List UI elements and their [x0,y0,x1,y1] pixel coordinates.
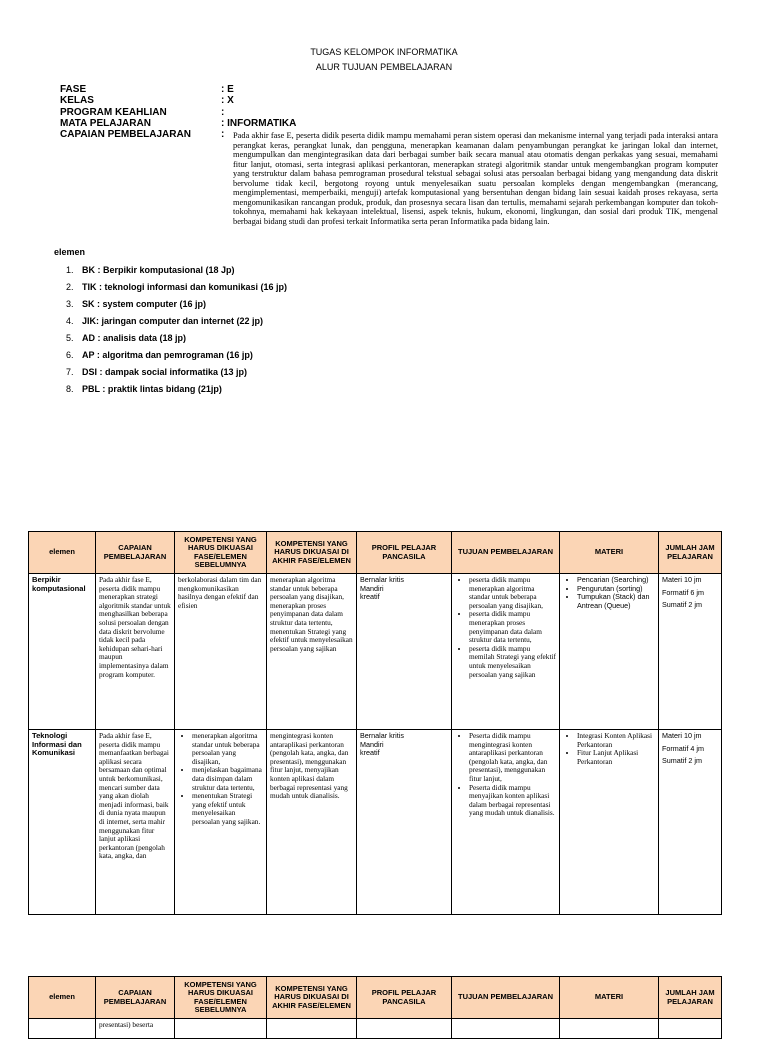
row-materi [560,1019,659,1039]
list-item [66,330,287,347]
profil-item: Mandiri [360,583,384,593]
header-jam: JUMLAH JAM PELAJARAN [659,977,722,1019]
profil-item: Bernalar kritis [360,731,404,740]
table-row [29,1019,722,1039]
header-capaian: CAPAIAN PEMBELAJARAN [96,532,175,574]
capaian-label: CAPAIAN PEMBELAJARAN [60,129,191,140]
header-kompetensi-akhir: KOMPETENSI YANG HARUS DIKUASAI DI AKHIR FASE/ELEMEN [267,977,357,1019]
document-title: TUGAS KELOMPOK INFORMATIKA [310,47,458,57]
list-item: • menjelaskan bagaimana data disimpan dalam struktur data tertentu, [192,766,263,792]
list-item-text: BK : Berpikir komputasional (18 Jp) [82,265,235,275]
header-kompetensi-sebelum: KOMPETENSI YANG HARUS DIKUASAI FASE/ELEMEN SEBELUMNYA [175,977,267,1019]
row-jam [659,730,722,915]
list-item-text: AP : algoritma dan pemrograman (16 jp) [82,350,253,360]
list-item: • peserta didik mampu menerapkan proses penyimpanan data dalam struktur data tertentu, [469,610,556,644]
profil-item: kreatif [360,748,380,758]
jam-item: Formatif 6 jm [662,587,704,597]
list-item: • Pengurutan (sorting) [577,585,655,594]
row-kompetensi-sebelum [175,1019,267,1039]
header-profil: PROFIL PELAJAR PANCASILA [357,977,452,1019]
header-materi: MATERI [560,977,659,1019]
kelas-value: : X [221,95,234,106]
list-number: 3. [66,299,74,309]
list-item-text: TIK : teknologi informasi dan komunikasi (16 jp) [82,282,288,292]
row-tujuan [452,730,560,915]
list-item: • Peserta didik mampu menyajikan konten aplikasi dalam berbagai representasi yang mudah untuk dianalisis. [469,784,556,818]
profil-item: kreatif [360,592,380,602]
row-tujuan [452,574,560,730]
list-number: 5. [66,333,74,343]
list-number: 2. [66,282,74,292]
table-row [29,730,722,915]
header-elemen: elemen [29,532,96,574]
row-tujuan [452,1019,560,1039]
list-item: • Peserta didik mampu mengintegrasi konten antaraplikasi perkantoran (pengolah kata, angka, dan presentasi), menggunakan fitur lanjut, [469,732,556,784]
row-elemen: Teknologi Informasi dan Komunikasi [29,730,96,915]
jam-item: Formatif 4 jm [662,743,704,753]
list-item [66,347,287,364]
row-jam [659,574,722,730]
header-kompetensi-sebelum: KOMPETENSI YANG HARUS DIKUASAI FASE/ELEMEN SEBELUMNYA [175,532,267,574]
jam-item: Materi 10 jm [662,575,702,584]
list-item-text: AD : analisis data (18 jp) [82,333,187,343]
mata-pelajaran-label: MATA PELAJARAN [60,118,151,129]
elemen-heading: elemen [54,247,86,257]
row-capaian: Pada akhir fase E, peserta didik mampu menerapkan strategi algoritmik standar untuk menghasilkan beberapa solusi persoalan dengan data diskrit bervolume tidak kecil pada kehidupan sehari-hari maupun implementasinya dalam program komputer. [96,574,175,730]
fase-label: FASE [60,84,87,95]
list-item: • Integrasi Konten Aplikasi Perkantoran [577,732,655,749]
list-item: • Tumpukan (Stack) dan Antrean (Queue) [577,593,655,610]
list-item: • Fitur Lanjut Aplikasi Perkantoran [577,749,655,766]
list-item: • menerapkan algoritma standar untuk beberapa persoalan yang disajikan, [192,732,263,766]
elemen-list [66,262,287,398]
list-item [66,296,287,313]
kelas-label: KELAS [60,95,94,106]
list-item-text: JIK: jaringan computer dan internet (22 jp) [82,316,264,326]
header-capaian: CAPAIAN PEMBELAJARAN [96,977,175,1019]
row-jam [659,1019,722,1039]
program-keahlian-label: PROGRAM KEAHLIAN [60,107,167,118]
jam-item: Sumatif 2 jm [662,756,702,766]
row-capaian: presentasi) beserta [96,1019,175,1039]
row-elemen [29,1019,96,1039]
capaian-pembelajaran-text: Pada akhir fase E, peserta didik peserta didik mampu memahami peran sistem operasi dan mekanisme internal yang terjadi pada interaksi antara perangkat keras, perangkat lunak, dan pengguna, menerapkan keamanan dalam penyambungan perangkat ke jaringan lokal dan internet, mengumpulkan dan mengintegrasikan data dari berbagai sumber baik secara manual atau otomatis dengan perkakas yang sesuai, memahami fitur lanjut, otomasi, serta integrasi aplikasi perkantoran, menerapkan strategi algoritmik standar untuk mengembangkan program komputer yang terstruktur dalam bahasa pemrograman prosedural tekstual sebagai solusi atas persoalan berbagai bidang yang mengandung data diskrit bervolume tidak kecil, bergotong royong untuk menyelesaikan suatu persoalan kompleks dengan mengembangkan (merancang, mengimplementasi, memperbaiki, menguji) artefak komputasional yang bersentuhan dengan bidang lain sesuai kaidah proses rekayasa, serta mengomunikasikan rancangan produk, produk, dan prosesnya secara lisan dan tertulis, memahami sejarah perkembangan komputer dan tokoh-tokohnya, memahami hak kekayaan intelektual, lisensi, aspek teknis, hukum, ekonomi, lingkungan, dan sosial dari produk TIK, mengenal berbagai bidang studi dan profesi terkait Informatika serta peran Informatika pada bidang lain. [233,131,718,226]
table-row [29,574,722,730]
program-keahlian-value: : [221,107,225,118]
row-kompetensi-sebelum: berkolaborasi dalam tim dan mengkomunikasikan hasilnya dengan efektif dan efisien [175,574,267,730]
row-capaian: Pada akhir fase E, peserta didik mampu memanfaatkan berbagai aplikasi secara bersamaan dan optimal untuk berkomunikasi, mencari sumber data yang akan diolah menjadi informasi, baik di dunia nyata maupun di internet, serta mahir menggunakan fitur lanjut aplikasi perkantoran (pengolah kata, angka, dan [96,730,175,915]
list-item: • menentukan Strategi yang efektif untuk menyelesaikan persoalan yang sajikan. [192,792,263,826]
header-tujuan: TUJUAN PEMBELAJARAN [452,532,560,574]
profil-item: Mandiri [360,739,384,749]
header-kompetensi-akhir: KOMPETENSI YANG HARUS DIKUASAI DI AKHIR FASE/ELEMEN [267,532,357,574]
header-tujuan: TUJUAN PEMBELAJARAN [452,977,560,1019]
row-elemen: Berpikir komputasional [29,574,96,730]
row-materi [560,730,659,915]
document-subtitle: ALUR TUJUAN PEMBELAJARAN [315,62,453,72]
row-kompetensi-akhir: mengintegrasi konten antaraplikasi perkantoran (pengolah kata, angka, dan presentasi), menggunakan fitur lanjut, menyajikan konten aplikasi dalam berbagai representasi yang mudah untuk dianalisis. [267,730,357,915]
list-item-text: PBL : praktik lintas bidang (21jp) [82,384,222,394]
list-number: 6. [66,350,74,360]
list-number: 7. [66,367,74,377]
row-kompetensi-sebelum [175,730,267,915]
jam-item: Sumatif 2 jm [662,600,702,610]
header-profil: PROFIL PELAJAR PANCASILA [357,532,452,574]
row-materi [560,574,659,730]
jam-item: Materi 10 jm [662,731,702,740]
list-item-text: SK : system computer (16 jp) [82,299,207,309]
row-profil [357,1019,452,1039]
list-item [66,279,287,296]
atp-table-continued [28,976,722,1039]
row-kompetensi-akhir [267,1019,357,1039]
list-number: 8. [66,384,74,394]
row-profil [357,574,452,730]
list-item-text: DSI : dampak social informatika (13 jp) [82,367,248,377]
list-item [66,262,287,279]
list-item: • peserta didik mampu memilah Strategi yang efektif untuk menyelesaikan persoalan yang sajikan [469,645,556,679]
table-header-row [29,532,722,574]
row-kompetensi-akhir: menerapkan algoritma standar untuk beberapa persoalan yang disajikan, menerapkan proses penyimpanan data dalam struktur data tertentu, menentukan Strategi yang efektif untuk menyelesaikan persoalan yang sajikan [267,574,357,730]
mata-pelajaran-value: : INFORMATIKA [221,118,297,129]
list-item [66,313,287,330]
row-profil [357,730,452,915]
header-jam: JUMLAH JAM PELAJARAN [659,532,722,574]
list-item [66,364,287,381]
table-header-row [29,977,722,1019]
list-item: • peserta didik mampu menerapkan algoritma standar untuk beberapa persoalan yang disajikan, [469,576,556,610]
atp-table [28,531,722,915]
list-number: 4. [66,316,74,326]
fase-value: : E [221,84,234,95]
profil-item: Bernalar kritis [360,575,404,584]
list-number: 1. [66,265,74,275]
list-item [66,381,287,398]
list-item: • Pencarian (Searching) [577,576,655,585]
capaian-colon: : [221,129,225,140]
header-elemen: elemen [29,977,96,1019]
header-materi: MATERI [560,532,659,574]
